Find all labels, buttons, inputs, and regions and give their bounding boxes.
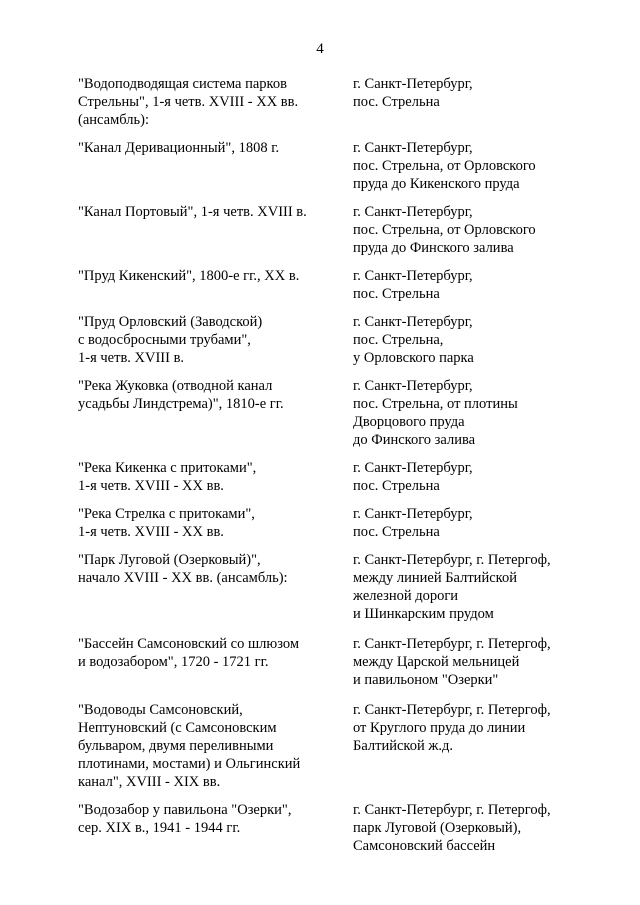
object-location: г. Санкт-Петербург, г. Петергоф, между линией Балтийской железной дороги и Шинкарским прудом [353, 552, 551, 622]
list-item [78, 801, 578, 855]
list-item [78, 377, 578, 449]
object-location: г. Санкт-Петербург, пос. Стрельна, от Орловского пруда до Кикенского пруда [353, 140, 536, 192]
list-item [78, 203, 578, 257]
object-name: "Парк Луговой (Озерковый)", начало XVIII - XX вв. (ансамбль): [78, 552, 288, 586]
object-name: "Река Кикенка с притоками", 1-я четв. XVIII - XX вв. [78, 460, 257, 494]
object-location: г. Санкт-Петербург, пос. Стрельна [353, 268, 473, 302]
object-location: г. Санкт-Петербург, пос. Стрельна [353, 506, 473, 540]
object-location: г. Санкт-Петербург, пос. Стрельна, у Орловского парка [353, 314, 474, 366]
object-location: г. Санкт-Петербург, пос. Стрельна [353, 460, 473, 494]
object-name: "Пруд Кикенский", 1800-е гг., XX в. [78, 268, 300, 284]
list-item [78, 313, 578, 367]
object-location: г. Санкт-Петербург, пос. Стрельна, от Орловского пруда до Финского залива [353, 204, 536, 256]
object-name: "Водозабор у павильона "Озерки", сер. XIX в., 1941 - 1944 гг. [78, 802, 292, 836]
list-item [78, 459, 578, 495]
object-location: г. Санкт-Петербург, г. Петергоф, от Круглого пруда до линии Балтийской ж.д. [353, 702, 551, 754]
object-name: "Канал Деривационный", 1808 г. [78, 140, 280, 156]
object-location: г. Санкт-Петербург, г. Петергоф, парк Луговой (Озерковый), Самсоновский бассейн [353, 802, 551, 854]
list-item [78, 267, 578, 303]
object-name: "Река Стрелка с притоками", 1-я четв. XVIII - XX вв. [78, 506, 255, 540]
object-name: "Пруд Орловский (Заводской) с водосбросными трубами", 1-я четв. XVIII в. [78, 314, 263, 366]
object-location: г. Санкт-Петербург, пос. Стрельна, от плотины Дворцового пруда до Финского залива [353, 378, 518, 448]
list-item [78, 551, 578, 623]
list-item [78, 635, 578, 689]
object-name: "Водоводы Самсоновский, Нептуновский (с Самсоновским бульваром, двумя переливными плотинами, мостами) и Ольгинский канал", XVIII - XIX вв. [78, 702, 301, 790]
heritage-list [78, 75, 578, 855]
object-name: "Бассейн Самсоновский со шлюзом и водозабором", 1720 - 1721 гг. [78, 636, 300, 670]
list-item [78, 75, 578, 129]
object-location: г. Санкт-Петербург, г. Петергоф, между Царской мельницей и павильоном "Озерки" [353, 636, 551, 688]
list-item [78, 139, 578, 193]
page-number: 4 [316, 41, 324, 57]
list-item [78, 505, 578, 541]
object-name: "Канал Портовый", 1-я четв. XVIII в. [78, 204, 307, 220]
object-name: "Водоподводящая система парков Стрельны", 1-я четв. XVIII - XX вв. (ансамбль): [78, 76, 299, 128]
object-location: г. Санкт-Петербург, пос. Стрельна [353, 76, 473, 110]
object-name: "Река Жуковка (отводной канал усадьбы Линдстрема)", 1810-е гг. [78, 378, 284, 412]
list-item [78, 701, 578, 791]
